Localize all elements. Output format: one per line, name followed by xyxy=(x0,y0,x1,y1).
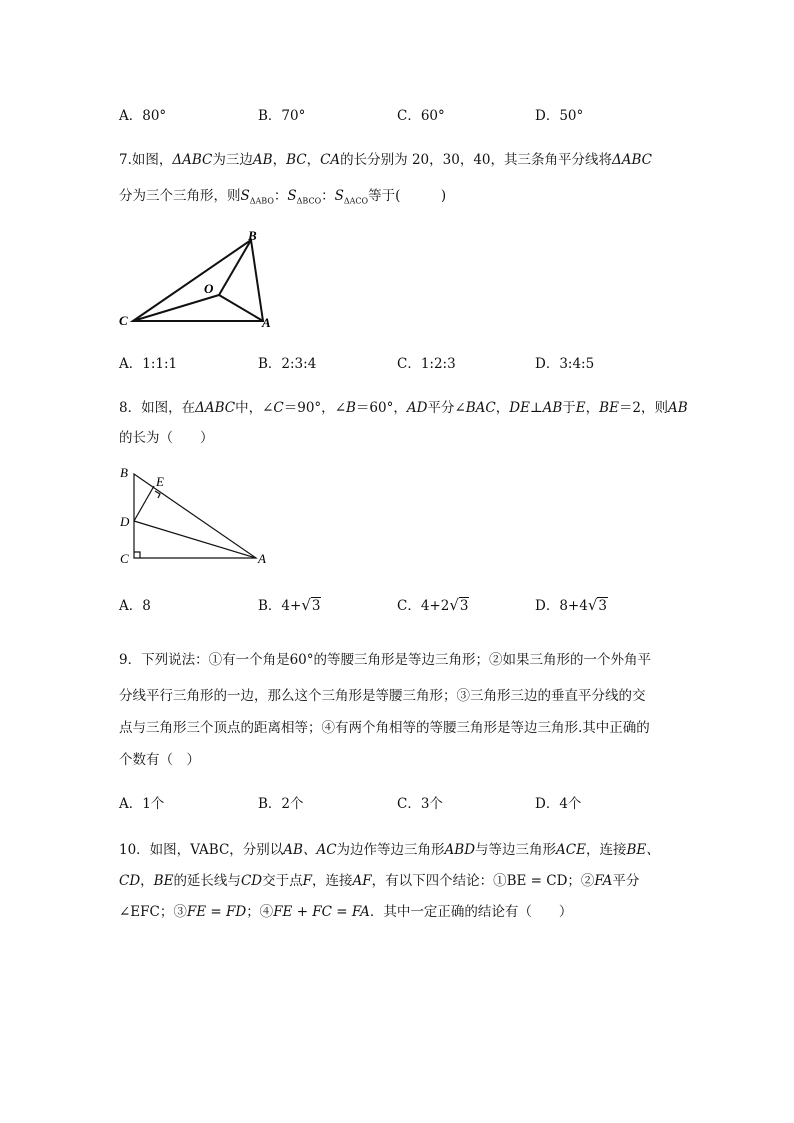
q7-label-c: C xyxy=(119,313,128,328)
q8-option-d[interactable]: D．8+4√3 xyxy=(535,596,607,614)
q7-option-c[interactable]: C．1:2:3 xyxy=(397,356,456,372)
q7-bisector-co xyxy=(133,295,219,321)
q8-option-a[interactable]: A．8 xyxy=(119,598,151,614)
q8-triangle-abc xyxy=(134,474,256,558)
q8-stem-line1: 8．如图，在ΔABC中，∠C＝90°，∠B＝60°，AD平分∠BAC，DE⊥AB于E，BE＝2，则AB xyxy=(119,400,688,416)
q9-stem-line3: 点与三角形三个顶点的距离相等；④有两个角相等的等腰三角形是等边三角形.其中正确的 xyxy=(119,720,650,736)
q9-stem-line2: 分线平行三角形的一边，那么这个三角形是等腰三角形；③三角形三边的垂直平分线的交 xyxy=(119,688,646,704)
q8-stem-line2: 的长为（ ） xyxy=(119,430,214,446)
q8-segment-ad xyxy=(134,521,256,558)
q7-bisector-ao xyxy=(219,295,263,321)
q7-stem-line1: 7.如图，ΔABC为三边AB，BC，CA的长分别为 20，30，40，其三条角平分线将ΔABC xyxy=(119,152,652,168)
q8-segment-de xyxy=(134,486,154,521)
q6-option-b[interactable]: B．70° xyxy=(258,108,306,124)
q10-stem-line3: ∠EFC；③FE = FD；④FE + FC = FA．其中一定正确的结论有（ ） xyxy=(119,904,573,920)
q10-stem-line2: CD，BE的延长线与CD交于点F，连接AF，有以下四个结论：①BE = CD；②FA平分 xyxy=(119,873,640,889)
q7-option-b[interactable]: B．2:3:4 xyxy=(258,356,317,372)
q8-option-c[interactable]: C．4+2√3 xyxy=(397,596,469,614)
q7-option-a[interactable]: A．1:1:1 xyxy=(119,356,178,372)
q9-option-d[interactable]: D．4个 xyxy=(535,796,582,812)
q9-stem-line4: 个数有（ ） xyxy=(119,752,200,768)
q6-option-d[interactable]: D．50° xyxy=(535,108,584,124)
sqrt-3: √3 xyxy=(449,596,469,614)
q7-bisector-bo xyxy=(219,240,251,295)
sqrt-3: √3 xyxy=(301,596,321,614)
q7-label-a: A xyxy=(262,315,271,330)
q8-triangle-figure xyxy=(112,460,282,572)
q7-label-o: O xyxy=(204,281,214,296)
q8-label-b: B xyxy=(120,465,128,480)
q8-label-c: C xyxy=(120,551,129,566)
q8-number: 8． xyxy=(119,400,142,416)
q9-option-c[interactable]: C．3个 xyxy=(397,796,443,812)
q8-right-angle-c xyxy=(134,552,140,558)
q7-label-b: B xyxy=(248,228,257,243)
sqrt-3: √3 xyxy=(587,596,607,614)
q9-stem-line1: 9．下列说法：①有一个角是60°的等腰三角形是等边三角形；②如果三角形的一个外角平 xyxy=(119,652,652,668)
q7-option-d[interactable]: D．3:4:5 xyxy=(535,356,595,372)
q9-option-a[interactable]: A．1个 xyxy=(119,796,165,812)
q8-label-e: E xyxy=(156,474,164,489)
q8-label-d: D xyxy=(120,514,130,529)
q8-option-b[interactable]: B．4+√3 xyxy=(258,596,321,614)
q6-option-c[interactable]: C．60° xyxy=(397,108,445,124)
q7-number: 7. xyxy=(119,152,132,168)
q6-option-a[interactable]: A．80° xyxy=(119,108,167,124)
q7-stem-line2: 分为三个三角形，则$S_{\Delta ABO}$：$S_{\Delta BCO}$：$S_{\Delta ACO}$等于( ) xyxy=(119,188,447,206)
q7-triangle-figure xyxy=(110,225,290,335)
q9-option-b[interactable]: B．2个 xyxy=(258,796,304,812)
q8-label-a: A xyxy=(258,551,266,566)
q10-stem-line1: 10．如图，VABC，分别以AB、AC为边作等边三角形ABD与等边三角形ACE，连接BE、 xyxy=(119,842,660,858)
